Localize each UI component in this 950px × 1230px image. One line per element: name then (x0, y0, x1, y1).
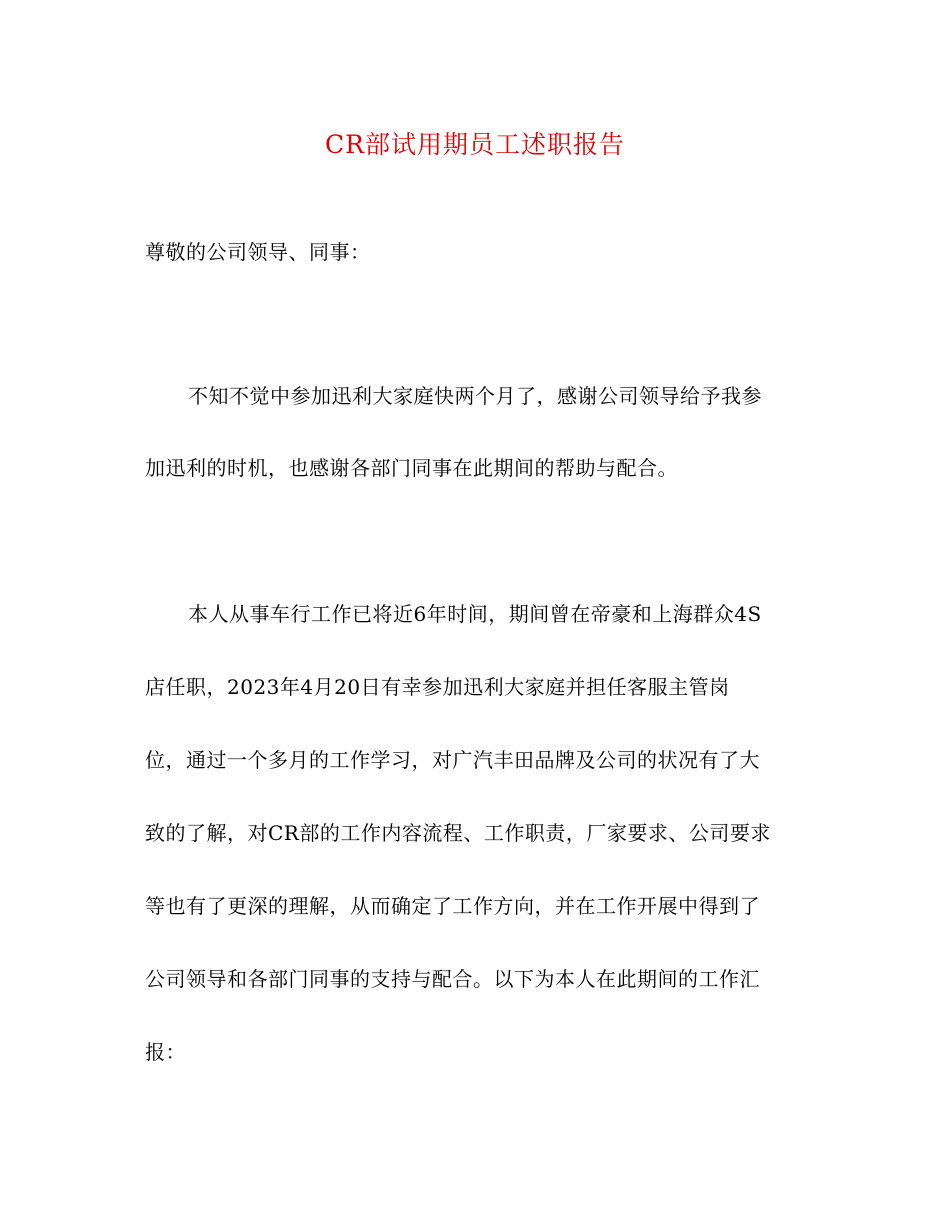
paragraph2-line-5: 等也有了更深的理解，从而确定了工作方向，并在工作开展中得到了 (145, 894, 760, 918)
paragraph2-line-6: 公司领导和各部门同事的支持与配合。以下为本人在此期间的工作汇 (145, 967, 760, 991)
paragraph2-line-3: 位，通过一个多月的工作学习，对广汽丰田品牌及公司的状况有了大 (145, 748, 760, 772)
paragraph1-line-1: 不知不觉中参加迅利大家庭快两个月了，感谢公司领导给予我参 (188, 384, 762, 408)
paragraph2-line-4: 致的了解，对CR部的工作内容流程、工作职责，厂家要求、公司要求 (145, 821, 771, 845)
document-title: CR部试用期员工述职报告 (325, 130, 625, 159)
paragraph1-line-2: 加迅利的时机，也感谢各部门同事在此期间的帮助与配合。 (145, 456, 678, 480)
paragraph2-line-7: 报： (145, 1040, 186, 1064)
paragraph2-line-1: 本人从事车行工作已将近6年时间，期间曾在帝豪和上海群众4S (188, 602, 762, 626)
paragraph2-line-2: 店任职，2023年4月20日有幸参加迅利大家庭并担任客服主管岗 (145, 675, 730, 699)
salutation: 尊敬的公司领导、同事： (145, 240, 371, 264)
